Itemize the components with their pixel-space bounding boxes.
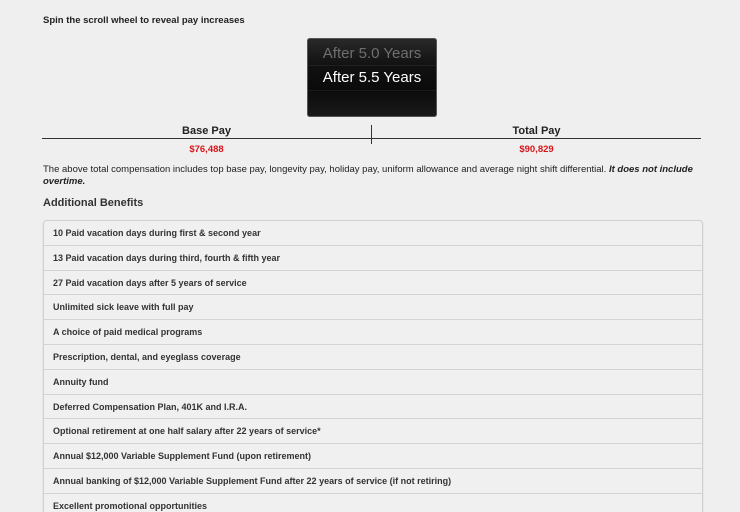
compensation-note-text: The above total compensation includes top base pay, longevity pay, holiday pay, uniform allowance and average night shift differential.: [43, 164, 609, 175]
list-item: Excellent promotional opportunities: [53, 500, 208, 511]
list-item: 13 Paid vacation days during third, fourth & fifth year: [44, 246, 702, 271]
compensation-note-emphasis: It does not include overtime.: [43, 164, 693, 187]
list-item: Annual $12,000 Variable Supplement Fund (upon retirement): [44, 444, 702, 469]
list-item: A choice of paid medical programs: [44, 320, 702, 345]
wheel-option-previous[interactable]: After 5.0 Years: [322, 45, 422, 62]
scroll-hint: Spin the scroll wheel to reveal pay increases: [43, 15, 245, 26]
additional-benefits-heading: Additional Benefits: [43, 197, 144, 209]
base-pay-value: $76,488: [189, 144, 224, 155]
benefits-list: [43, 220, 703, 512]
list-item: 10 Paid vacation days during first & second year: [44, 221, 702, 246]
base-pay-label: Base Pay: [182, 125, 231, 137]
list-item: Prescription, dental, and eyeglass coverage: [44, 345, 702, 370]
pay-header-rule: [42, 138, 701, 139]
list-item: 27 Paid vacation days after 5 years of service: [44, 271, 702, 296]
list-item: Optional retirement at one half salary after 22 years of service*: [44, 419, 702, 444]
list-item: Annuity fund: [44, 370, 702, 395]
total-pay-label: Total Pay: [512, 125, 561, 137]
wheel-highlight-top: [307, 65, 437, 66]
list-item: Unlimited sick leave with full pay: [44, 295, 702, 320]
wheel-highlight-bottom: [307, 90, 437, 91]
years-scroll-wheel[interactable]: [307, 38, 437, 117]
list-item: Annual banking of $12,000 Variable Supplement Fund after 22 years of service (if not retiring): [44, 469, 702, 494]
compensation-note: [43, 164, 693, 188]
wheel-option-selected[interactable]: After 5.5 Years: [322, 69, 422, 86]
total-pay-value: $90,829: [519, 144, 554, 155]
list-item: Deferred Compensation Plan, 401K and I.R.A.: [44, 395, 702, 420]
